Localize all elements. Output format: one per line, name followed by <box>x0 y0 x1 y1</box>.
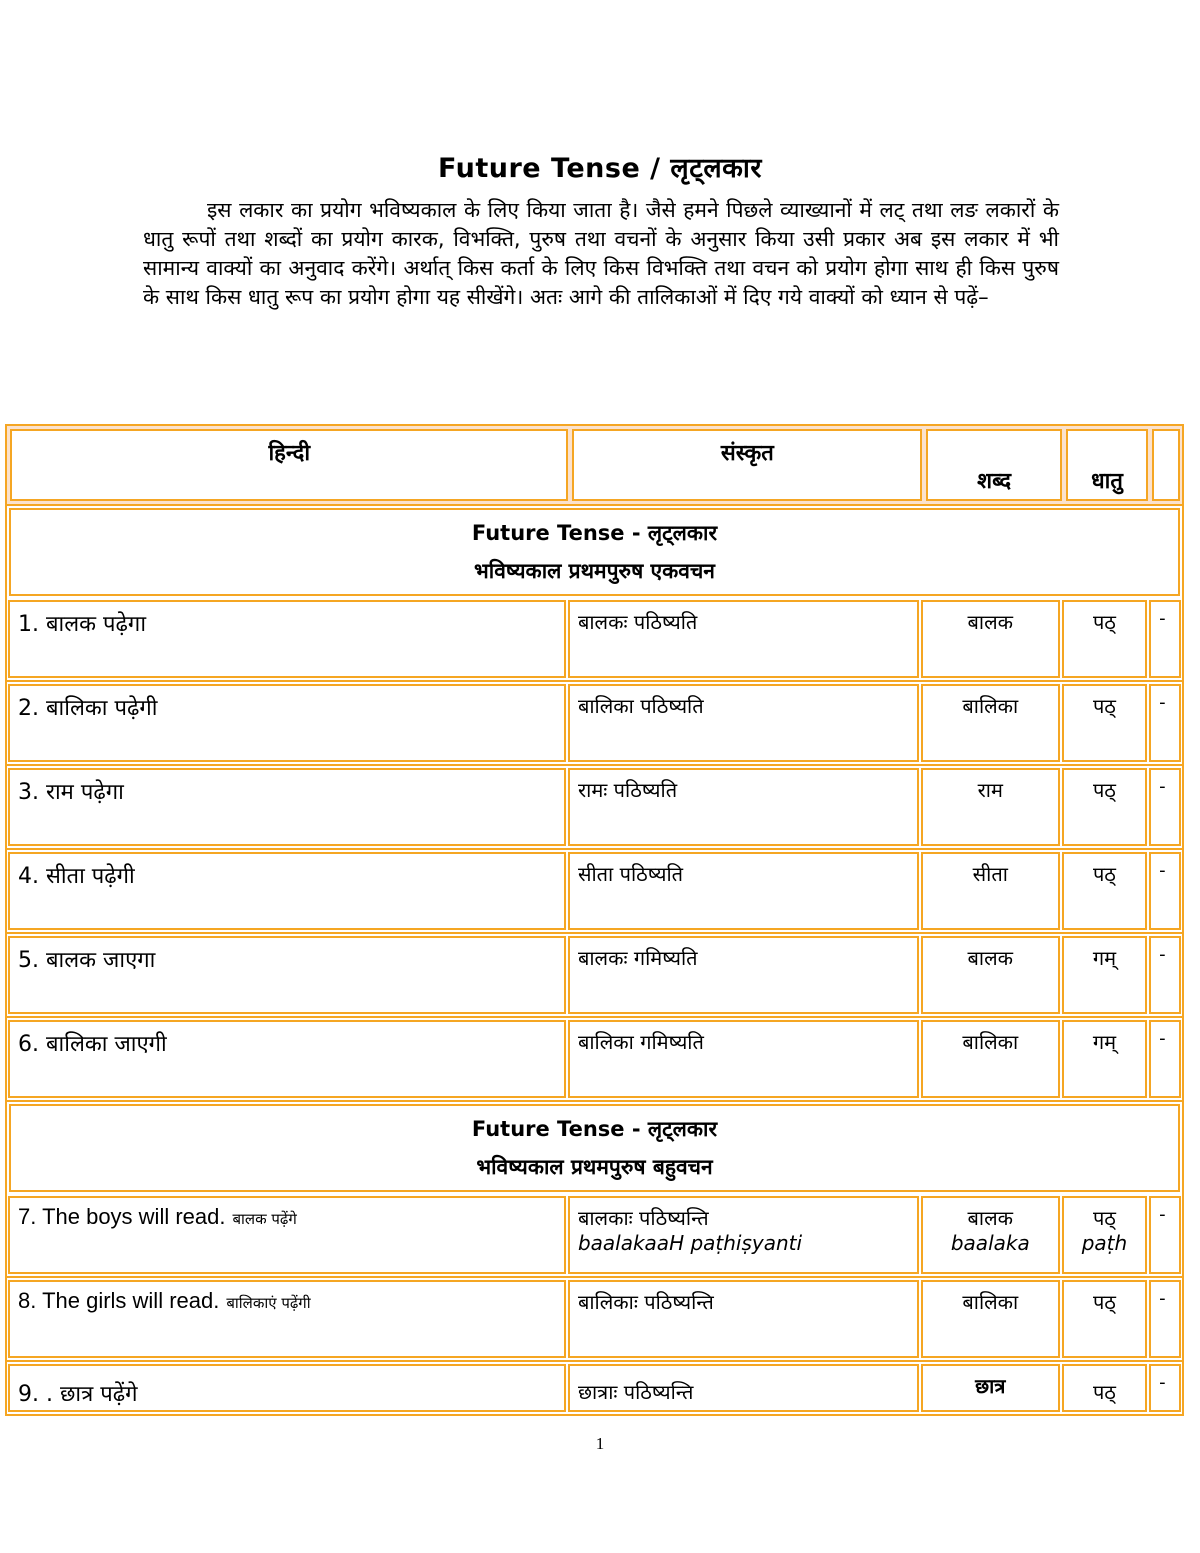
english-sentence: 7. The boys will read. <box>18 1204 226 1229</box>
dhatu-cell: पठ् <box>1062 852 1147 930</box>
table-row <box>7 1362 1182 1414</box>
shabd-cell <box>921 1196 1060 1274</box>
shabd-cell: राम <box>921 768 1060 846</box>
dhatu-cell: पठ् <box>1062 600 1147 678</box>
hindi-cell <box>8 1196 566 1274</box>
shabd-cell: बालिका <box>921 1280 1060 1358</box>
dhatu-cell: गम् <box>1062 1020 1147 1098</box>
extra-cell: - <box>1149 1196 1181 1274</box>
dhatu-cell <box>1062 1196 1147 1274</box>
extra-cell: - <box>1149 1020 1181 1098</box>
dhatu-cell: पठ् <box>1062 684 1147 762</box>
shabd-cell: बालक <box>921 936 1060 1014</box>
dhatu-cell: पठ् <box>1062 768 1147 846</box>
extra-cell: - <box>1149 1280 1181 1358</box>
shabd-cell: बालिका <box>921 1020 1060 1098</box>
dhatu-cell: पठ् <box>1062 1280 1147 1358</box>
shabd-cell: छात्र <box>921 1364 1060 1412</box>
sanskrit-sentence: बालकाः पठिष्यन्ति <box>577 1206 709 1230</box>
sanskrit-cell: रामः पठिष्यति <box>568 768 919 846</box>
section-title: Future Tense - लृट्लकार <box>471 521 718 545</box>
sanskrit-transliteration: baalakaaH paṭhiṣyanti <box>577 1231 803 1255</box>
dhatu-value: पठ् <box>1092 1206 1116 1230</box>
shabd-cell: बालक <box>921 600 1060 678</box>
hindi-cell: 6. बालिका जाएगी <box>8 1020 566 1098</box>
sanskrit-cell: सीता पठिष्यति <box>568 852 919 930</box>
dhatu-cell: गम् <box>1062 936 1147 1014</box>
hindi-cell: 5. बालक जाएगा <box>8 936 566 1014</box>
section-heading-plural <box>9 1104 1180 1192</box>
sanskrit-cell: बालिकाः पठिष्यन्ति <box>568 1280 919 1358</box>
sanskrit-cell: बालकः पठिष्यति <box>568 600 919 678</box>
section-subtitle: भविष्यकाल प्रथमपुरुष बहुवचन <box>476 1155 713 1179</box>
intro-paragraph <box>143 196 1059 312</box>
table-header-row <box>7 426 1182 506</box>
section-heading-singular <box>9 508 1180 596</box>
hindi-cell: 1. बालक पढ़ेगा <box>8 600 566 678</box>
table-row <box>7 1278 1182 1362</box>
shabd-cell: सीता <box>921 852 1060 930</box>
dhatu-transliteration: paṭh <box>1081 1231 1128 1255</box>
table-row <box>7 766 1182 850</box>
hindi-cell: 2. बालिका पढ़ेगी <box>8 684 566 762</box>
shabd-cell: बालिका <box>921 684 1060 762</box>
header-shabd: शब्द <box>926 429 1062 501</box>
section-title: Future Tense - लृट्लकार <box>471 1117 718 1141</box>
hindi-cell: 9. . छात्र पढ़ेंगे <box>8 1364 566 1412</box>
table-row <box>7 850 1182 934</box>
table-row <box>7 1194 1182 1278</box>
table-row <box>7 934 1182 1018</box>
table-row <box>7 682 1182 766</box>
sanskrit-cell: बालकः गमिष्यति <box>568 936 919 1014</box>
shabd-value: बालक <box>967 1206 1014 1230</box>
header-dhatu: धातु <box>1066 429 1148 501</box>
sanskrit-cell: छात्राः पठिष्यन्ति <box>568 1364 919 1412</box>
extra-cell: - <box>1149 936 1181 1014</box>
sanskrit-cell: बालिका पठिष्यति <box>568 684 919 762</box>
hindi-cell: 3. राम पढ़ेगा <box>8 768 566 846</box>
hindi-cell: 4. सीता पढ़ेगी <box>8 852 566 930</box>
table-row <box>7 598 1182 682</box>
extra-cell: - <box>1149 684 1181 762</box>
header-extra <box>1152 429 1180 501</box>
extra-cell: - <box>1149 1364 1181 1412</box>
section-subtitle: भविष्यकाल प्रथमपुरुष एकवचन <box>474 559 715 583</box>
extra-cell: - <box>1149 600 1181 678</box>
grammar-table <box>5 424 1184 1416</box>
shabd-transliteration: baalaka <box>950 1231 1030 1255</box>
page-title: Future Tense / लृट्लकार <box>438 153 762 184</box>
dhatu-cell: पठ् <box>1062 1364 1147 1412</box>
table-row <box>7 1018 1182 1102</box>
page-number: 1 <box>595 1434 605 1453</box>
english-sentence: 8. The girls will read. <box>18 1288 220 1313</box>
extra-cell: - <box>1149 768 1181 846</box>
sanskrit-cell: बालिका गमिष्यति <box>568 1020 919 1098</box>
hindi-sentence: बालिकाएं पढ़ेंगी <box>226 1294 311 1312</box>
sanskrit-cell <box>568 1196 919 1274</box>
hindi-cell <box>8 1280 566 1358</box>
intro-text: इस लकार का प्रयोग भविष्यकाल के लिए किया जाता है। जैसे हमने पिछले व्याख्यानों में लट् तथा लङ लकारों के धातु रूपों तथा शब्दों का प्रयोग कारक, विभक्ति, पुरुष तथा वचनों के अनुसार किया उसी प्रकार अब इस लकार में भी सामान्य वाक्यों का अनुवाद करेंगे। अर्थात् किस कर्ता के लिए किस विभक्ति तथा वचन को प्रयोग होगा साथ ही किस पुरुष के साथ किस धातु रूप का प्रयोग होगा यह सीखेंगे। अतः आगे की तालिकाओं में दिए गये वाक्यों को ध्यान से पढ़ें– <box>143 198 1059 309</box>
header-sanskrit: संस्कृत <box>572 429 922 501</box>
header-hindi: हिन्दी <box>10 429 568 501</box>
hindi-sentence: बालक पढ़ेंगे <box>232 1210 297 1228</box>
extra-cell: - <box>1149 852 1181 930</box>
